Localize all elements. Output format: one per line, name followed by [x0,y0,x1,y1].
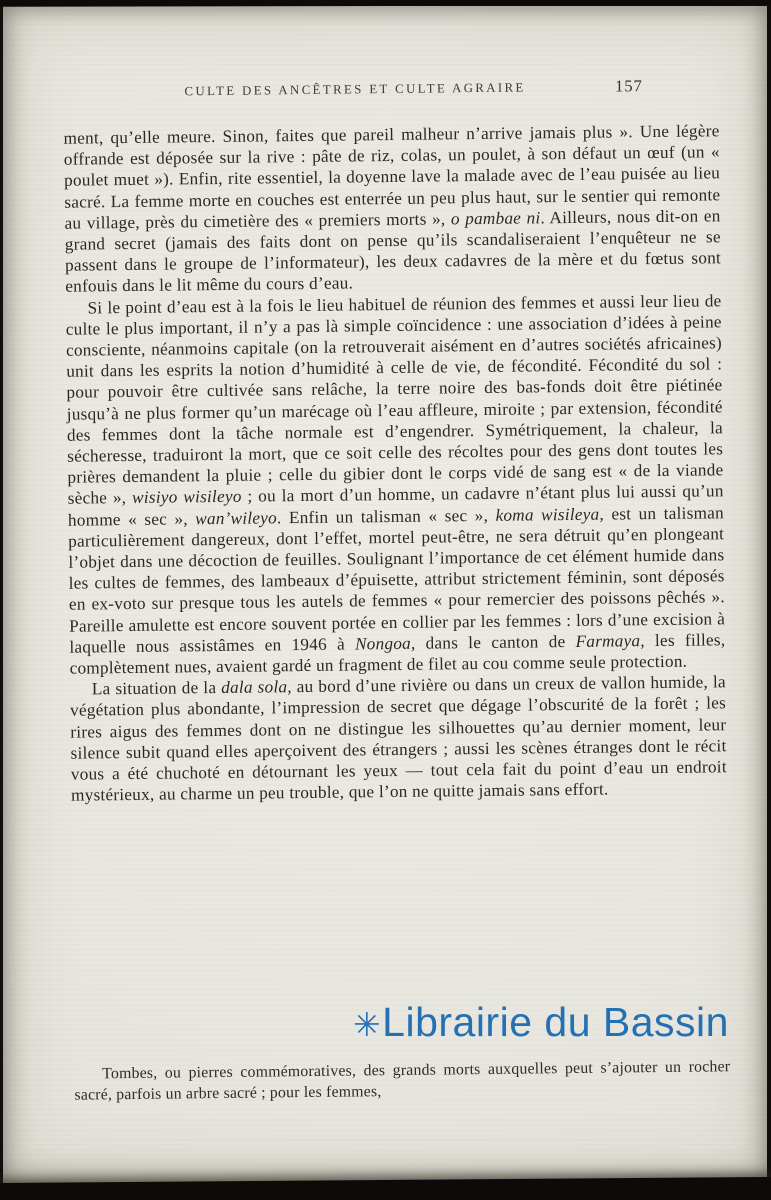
italic-term: wan’wileyo [195,507,278,528]
italic-term: koma wisileya [495,504,600,525]
paragraph [63,120,721,297]
asterisk-icon: ✳ [353,1006,382,1043]
text-run: , dans le canton de [410,631,576,653]
footnote: Tombes, ou pierres commémoratives, des grands morts auxquelles peut s’ajouter un rocher sacré, parfois un arbre sacré ; pour les femmes, [74,1058,731,1104]
text-run: , est un talisman particulièrement dangereux, dont l’effet, mortel peut-être, ne sera détruit qu’en plongeant l’objet dans une décoction de feuilles. Soulignant l’importance de cet élément humide dans les cultes de femmes, des lambeaux d’épuisette, attribut strictement féminin, sont déposés en ex-voto sur presque tous les autels de femmes « pour remercier des poissons pêchés ». Pareille amulette est encore souvent portée en collier par les femmes : lors d’une excision à laquelle nous assistâmes en 1946 à [68,502,726,657]
italic-term: o pambae ni [450,208,541,229]
paragraph [65,290,725,679]
page-number: 157 [614,76,643,96]
text-run: Si le point d’eau est à la fois le lieu habituel de réunion des femmes et aussi leur lieu de culte le plus important, il n’y a pas là simple coïncidence : une association d’idées à peine consciente, néanmoins capitale (on la retrouverait aisément en d’autres sociétés africaines) unit dans les esprits la notion d’humidité à celle de vie, de fécondité. Fécondité du sol : pour pouvoir être cultivée sans relâche, la terre noire des bas-fonds doit être piétinée jusqu’à ne plus former qu’un marécage où l’eau affleure, miroite ; par extension, fécondité des femmes dont la tâche normale est d’engendrer. Symétriquement, la chaleur, la sécheresse, traduiront la mort, que ce soit celle des récoltes pour des gens dont toutes les prières demandent la pluie ; celle du gibier dont le corps vidé de sang est « de la viande sèche », [65,290,724,509]
running-title: CULTE DES ANCÊTRES ET CULTE AGRAIRE [184,80,526,99]
body-text [63,120,727,806]
italic-term: Nongoa [354,633,412,654]
text-run: , les filles, complètement nues, avaient gardé un fragment de filet au cou comme seule protection. [69,630,726,678]
italic-term: wisiyo wisileyo [131,487,242,508]
watermark-text: Librairie du Bassin [382,999,729,1045]
watermark [353,999,729,1046]
text-run: ment, qu’elle meure. Sinon, faites que pareil malheur n’arrive jamais plus ». Une légère offrande est déposée sur la rive : pâte de riz, colas, un poulet, à son défaut un œuf (un « poulet muet »). Enfin, rite essentiel, la doyenne lave la malade avec de l’eau puisée au lieu sacré. La femme morte en couches est enterrée un peu plus haut, sur le sentier qui remonte au village, près du cimetière des « premiers morts », [63,121,721,233]
text-run: . Ailleurs, nous dit-on en grand secret (jamais des faits dont on pense qu’ils scandaliseraient l’enquêteur ne se passent dans le groupe de l’informateur), les deux cadavres de la mère et du fœtus sont enfouis dans le lit même du cours d’eau. [64,206,722,297]
page-content [63,78,731,1145]
text-run: La situation de la [91,678,222,699]
page-header [63,78,719,105]
text-run: . Enfin un talisman « sec », [276,505,496,527]
italic-term: dala sola [221,677,288,698]
text-run: , au bord d’une rivière ou dans un creux de vallon humide, la végétation plus abondante, l’impression de secret que dégage l’obscurité de la forêt ; les rires aigus des femmes dont on ne distingue les silhouettes qu’au dernier moment, leur silence subit quand elles aperçoivent des étrangers ; aussi les scènes étranges dont le récit vous a été chuchoté en détournant les yeux — tout cela fait du point d’eau un endroit mystérieux, au charme un peu trouble, que l’on ne quitte jamais sans effort. [70,672,727,805]
book-page [3,6,767,1186]
italic-term: Farmaya [575,631,641,651]
paragraph [70,672,727,807]
text-run: ; ou la mort d’un homme, un cadavre n’étant plus lui aussi qu’un homme « sec », [67,481,724,530]
